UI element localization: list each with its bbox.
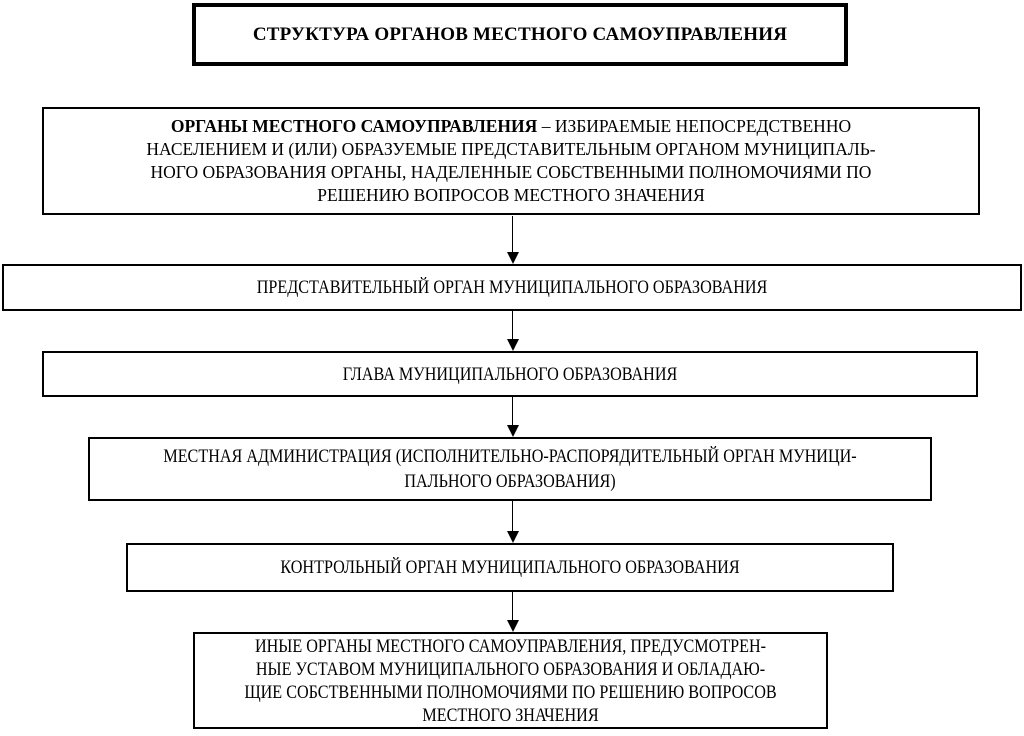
local-administration-label-line-2: ПАЛЬНОГО ОБРАЗОВАНИЯ)	[404, 471, 616, 492]
definition-box	[42, 107, 980, 215]
local-administration-label-line-1: МЕСТНАЯ АДМИНИСТРАЦИЯ (ИСПОЛНИТЕЛЬНО-РАСПОРЯДИТЕЛЬНЫЙ ОРГАН МУНИЦИ-	[163, 446, 857, 467]
down-arrow-connector-1	[505, 216, 520, 264]
down-arrow-icon	[507, 252, 519, 264]
arrow-shaft	[512, 216, 514, 252]
down-arrow-connector-3	[505, 397, 520, 437]
local-administration-box	[88, 437, 932, 501]
other-bodies-label-line-3: ЩИЕ СОБСТВЕННЫМИ ПОЛНОМОЧИЯМИ ПО РЕШЕНИЮ ВОПРОСОВ	[244, 681, 777, 703]
down-arrow-icon	[507, 531, 519, 543]
down-arrow-connector-5	[505, 592, 520, 632]
down-arrow-connector-4	[505, 501, 520, 543]
other-bodies-box	[193, 632, 828, 729]
arrow-shaft	[512, 501, 514, 531]
down-arrow-icon	[507, 339, 519, 351]
arrow-shaft	[512, 311, 514, 339]
other-bodies-label-line-2: НЫЕ УСТАВОМ МУНИЦИПАЛЬНОГО ОБРАЗОВАНИЯ И ОБЛАДАЮ-	[255, 658, 766, 680]
control-body-box	[126, 543, 894, 592]
down-arrow-icon	[507, 620, 519, 632]
representative-body-label: ПРЕДСТАВИТЕЛЬНЫЙ ОРГАН МУНИЦИПАЛЬНОГО ОБРАЗОВАНИЯ	[256, 277, 768, 298]
control-body-label: КОНТРОЛЬНЫЙ ОРГАН МУНИЦИПАЛЬНОГО ОБРАЗОВАНИЯ	[280, 557, 740, 578]
definition-line-2: НАСЕЛЕНИЕМ И (ИЛИ) ОБРАЗУЕМЫЕ ПРЕДСТАВИТЕЛЬНЫМ ОРГАНОМ МУНИЦИПАЛЬ-	[146, 139, 876, 159]
arrow-shaft	[512, 592, 514, 620]
diagram-title: СТРУКТУРА ОРГАНОВ МЕСТНОГО САМОУПРАВЛЕНИЯ	[252, 23, 788, 45]
other-bodies-label-line-1: ИНЫЕ ОРГАНЫ МЕСТНОГО САМОУПРАВЛЕНИЯ, ПРЕДУСМОТРЕН-	[254, 635, 767, 657]
municipal-head-label: ГЛАВА МУНИЦИПАЛЬНОГО ОБРАЗОВАНИЯ	[342, 363, 678, 385]
municipal-head-box	[42, 351, 978, 397]
representative-body-box	[2, 264, 1022, 311]
definition-line-1	[44, 115, 978, 138]
down-arrow-connector-2	[505, 311, 520, 351]
definition-line-4: РЕШЕНИЮ ВОПРОСОВ МЕСТНОГО ЗНАЧЕНИЯ	[317, 185, 705, 205]
other-bodies-label-line-4: МЕСТНОГО ЗНАЧЕНИЯ	[422, 704, 599, 726]
definition-line-1-rest: – ИЗБИРАЕМЫЕ НЕПОСРЕДСТВЕННО	[537, 116, 852, 136]
arrow-shaft	[512, 397, 514, 425]
diagram-title-box	[192, 3, 848, 66]
definition-line-3: НОГО ОБРАЗОВАНИЯ ОРГАНЫ, НАДЕЛЕННЫЕ СОБСТВЕННЫМИ ПОЛНОМОЧИЯМИ ПО	[150, 162, 872, 182]
definition-bold-lead: ОРГАНЫ МЕСТНОГО САМОУПРАВЛЕНИЯ	[170, 116, 538, 136]
down-arrow-icon	[507, 425, 519, 437]
